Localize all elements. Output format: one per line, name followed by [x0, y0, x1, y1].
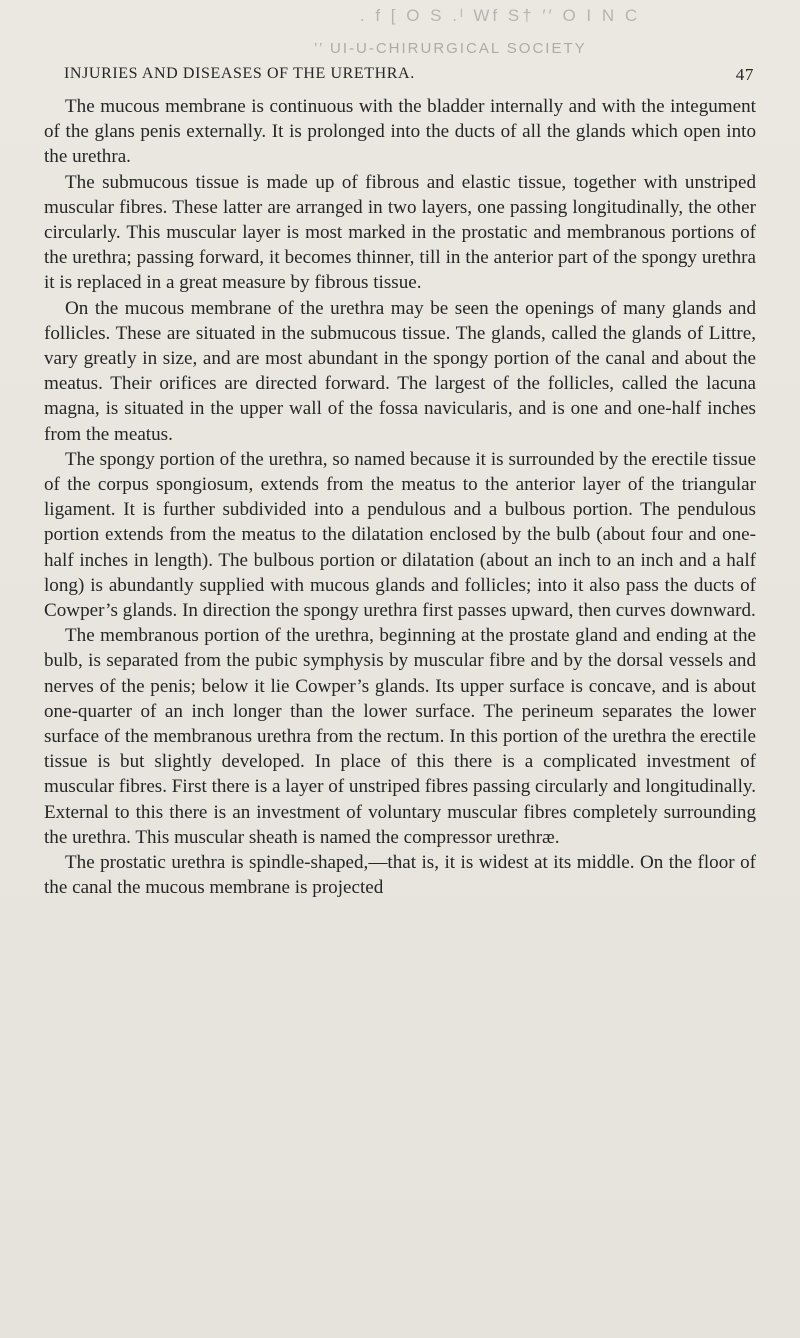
page-number: 47 [735, 65, 754, 84]
paragraph: The submucous tissue is made up of fibrous and elastic tissue, together with unstriped muscular fibres. These latter are arranged in two layers, one passing longitudinally, the other circularly. This muscular layer is most marked in the prostatic and membranous portions of the urethra; passing forward, it becomes thinner, till in the anterior part of the spongy urethra it is replaced in a great measure by fibrous tissue. [44, 171, 756, 294]
paragraph: The prostatic urethra is spindle-shaped,—that is, it is widest at its middle. On the floor of the canal the mucous membrane is projected [44, 852, 756, 899]
running-head-title: INJURIES AND DISEASES OF THE URETHRA. [64, 65, 415, 82]
paragraph: On the mucous membrane of the urethra may be seen the openings of many glands and follicles. These are situated in the submucous tissue. The glands, called the glands of Littre, vary greatly in size, and are most abundant in the spongy portion of the canal and about the meatus. Their orifices are directed forward. The largest of the follicles, called the lacuna magna, is situated in the upper wall of the fossa navicularis, and is one and one-half inches from the meatus. [44, 297, 756, 445]
paragraph: The spongy portion of the urethra, so named because it is surrounded by the erectile tissue of the corpus spongiosum, extends from the meatus to the anterior layer of the triangular ligament. It is further subdivided into a pendulous and a bulbous portion. The pendulous portion extends from the meatus to the dilatation enclosed by the bulb (about four and one-half inches in length). The bulbous portion or dilatation (about an inch to an inch and a half long) is abundantly supplied with mucous glands and follicles; into it also pass the ducts of Cowper’s glands. In direction the spongy urethra first passes upward, then curves downward. [44, 448, 756, 622]
library-stamp-society: ’’ UI-U-CHIRURGICAL SOCIETY [314, 40, 587, 57]
library-stamp: . f [ O S .ˡ Wf S† ′′ O I N C [359, 6, 641, 25]
body-text [44, 94, 756, 901]
paragraph: The mucous membrane is continuous with the bladder internally and with the integument of the glans penis externally. It is prolonged into the ducts of all the glands which open into the urethra. [44, 96, 756, 168]
paragraph: The membranous portion of the urethra, beginning at the prostate gland and ending at the bulb, is separated from the pubic symphysis by muscular fibre and by the dorsal vessels and nerves of the penis; below it lie Cowper’s glands. Its upper surface is concave, and is about one-quarter of an inch longer than the lower surface. The perineum separates the lower surface of the membranous urethra from the rectum. In this portion of the urethra the erectile tissue is but slightly developed. In place of this there is a complicated investment of muscular fibres. First there is a layer of unstriped fibres passing circularly and longitudinally. External to this there is an investment of voluntary muscular fibres completely surrounding the urethra. This muscular sheath is named the compressor urethræ. [44, 625, 756, 848]
running-head [64, 65, 754, 89]
